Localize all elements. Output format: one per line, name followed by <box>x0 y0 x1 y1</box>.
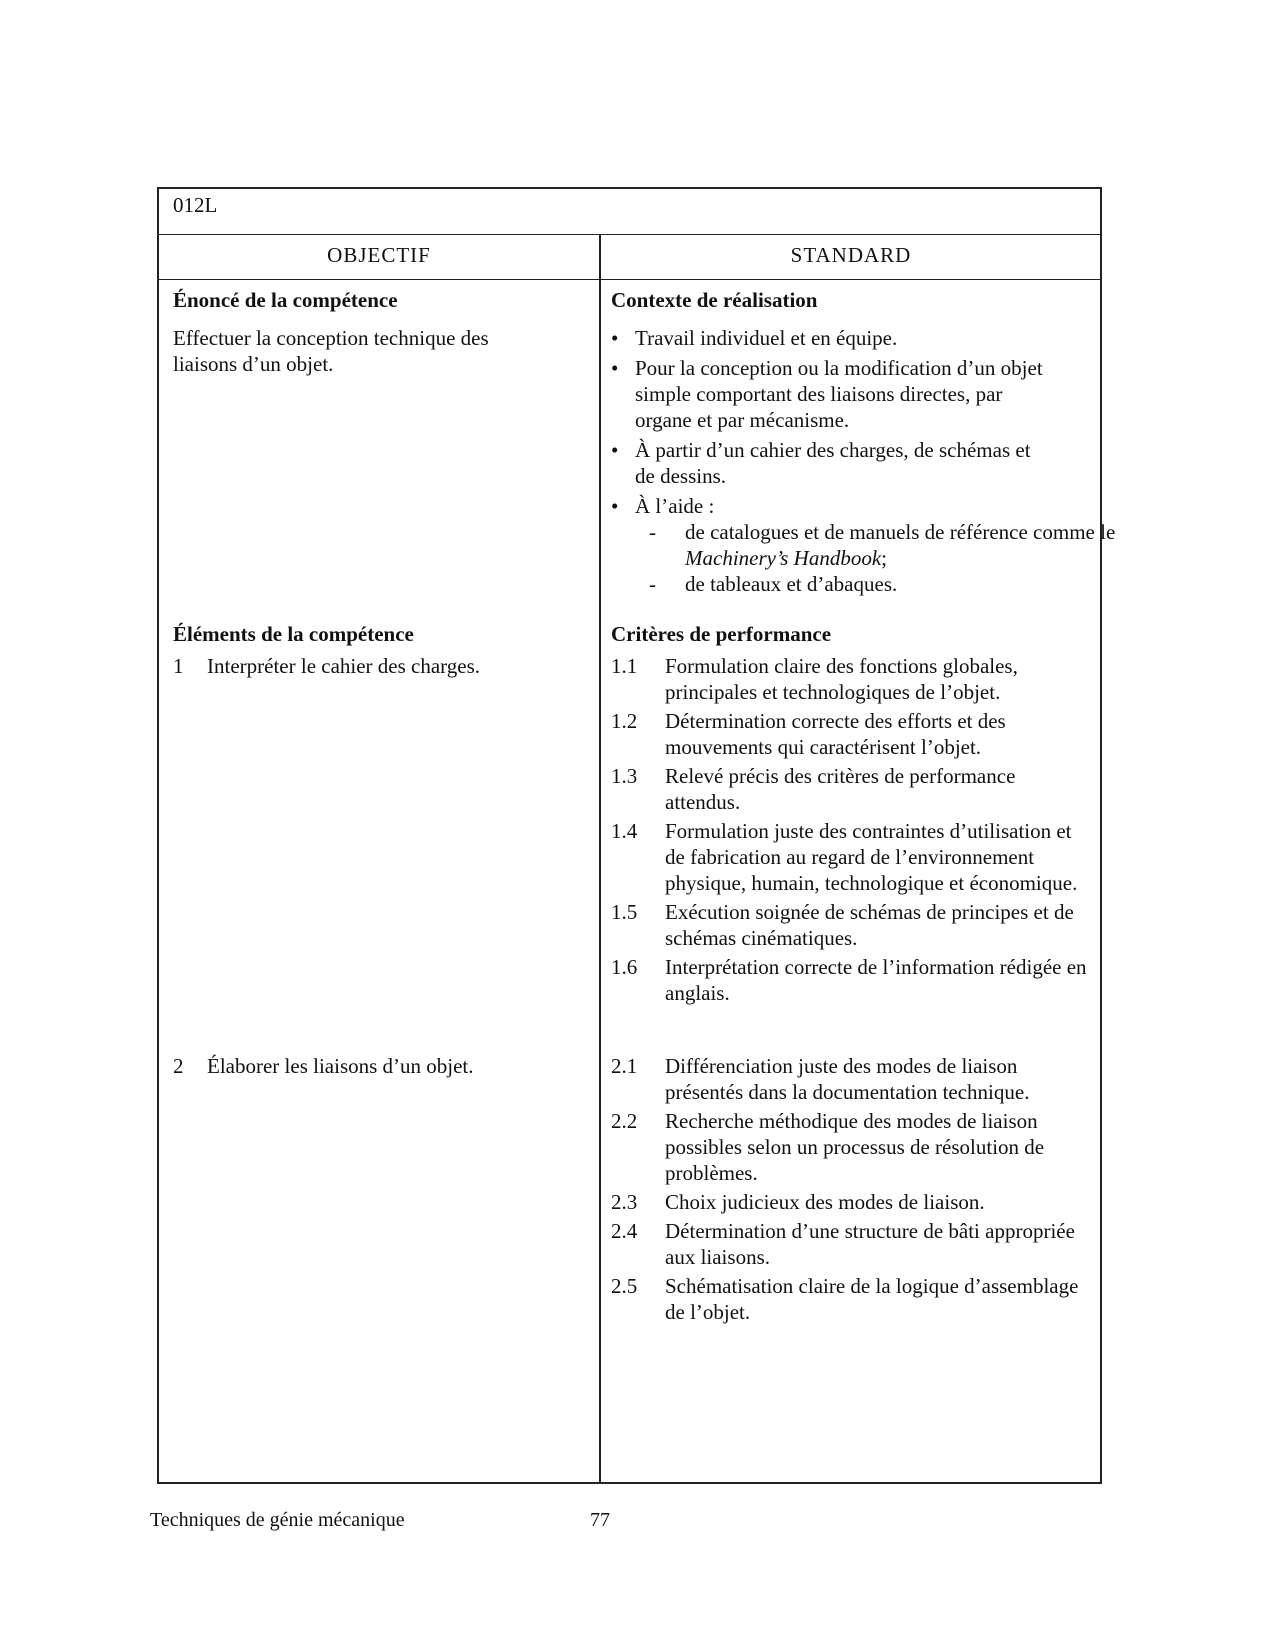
enonce-title: Énoncé de la compétence <box>173 288 398 312</box>
footer-title: Techniques de génie mécanique <box>150 1509 405 1531</box>
standard-header: STANDARD <box>790 243 912 267</box>
critere-item: 2.5 Schématisation claire de la logique d’assemblage de l’objet. <box>611 1274 1079 1324</box>
critere-item: 2.1 Différenciation juste des modes de liaison présentés dans la documentation technique. <box>611 1054 1030 1104</box>
elements-title: Éléments de la compétence <box>173 622 414 646</box>
page-number: 77 <box>590 1509 610 1531</box>
competency-code: 012L <box>173 193 218 217</box>
critere-item: 1.6 Interprétation correcte de l’information rédigée en anglais. <box>611 955 1087 1005</box>
header-divider-bottom <box>159 279 1100 280</box>
bullet-icon: • <box>611 326 619 350</box>
contexte-item: • À partir d’un cahier des charges, de schémas et de dessins. <box>611 438 1031 488</box>
contexte-title: Contexte de réalisation <box>611 288 818 312</box>
critere-item: 1.3 Relevé précis des critères de performance attendus. <box>611 764 1016 814</box>
criteres-group-2 <box>611 1053 1091 1328</box>
contexte-subitem: - de tableaux et d’abaques. <box>649 572 898 596</box>
critere-item: 1.1 Formulation claire des fonctions globales, principales et technologiques de l’objet. <box>611 654 1018 704</box>
objectif-header: OBJECTIF <box>327 243 431 267</box>
dash-icon: - <box>649 572 656 596</box>
critere-item: 1.4 Formulation juste des contraintes d’utilisation et de fabrication au regard de l’environnement physique, humain, technologique et économique. <box>611 819 1078 895</box>
critere-item: 2.2 Recherche méthodique des modes de liaison possibles selon un processus de résolution de problèmes. <box>611 1109 1045 1185</box>
header-divider-top <box>159 234 1100 235</box>
critere-item: 2.3 Choix judicieux des modes de liaison. <box>611 1190 985 1214</box>
contexte-subitem: - de catalogues et de manuels de référence comme le Machinery’s Handbook; <box>649 520 1116 570</box>
contexte-item: • Travail individuel et en équipe. <box>611 326 898 350</box>
bullet-icon: • <box>611 438 619 462</box>
criteres-title: Critères de performance <box>611 622 832 646</box>
contexte-item: • Pour la conception ou la modification d’un objet simple comportant des liaisons directes, par organe et par mécanisme. <box>611 356 1043 432</box>
element-item: 1 Interpréter le cahier des charges. <box>173 654 481 678</box>
critere-item: 2.4 Détermination d’une structure de bâti appropriée aux liaisons. <box>611 1219 1075 1269</box>
dash-icon: - <box>649 520 656 544</box>
critere-item: 1.5 Exécution soignée de schémas de principes et de schémas cinématiques. <box>611 900 1074 950</box>
enonce-text: Effectuer la conception technique des liaisons d’un objet. <box>173 326 489 376</box>
contexte-list <box>611 325 1116 597</box>
bullet-icon: • <box>611 494 619 518</box>
contexte-item: • À l’aide : <box>611 494 715 518</box>
element-item: 2 Élaborer les liaisons d’un objet. <box>173 1054 474 1078</box>
criteres-group-1 <box>611 653 1091 1009</box>
column-divider <box>599 234 601 1482</box>
competency-table <box>157 187 1116 1484</box>
critere-item: 1.2 Détermination correcte des efforts et des mouvements qui caractérisent l’objet. <box>611 709 1006 759</box>
bullet-icon: • <box>611 356 619 380</box>
